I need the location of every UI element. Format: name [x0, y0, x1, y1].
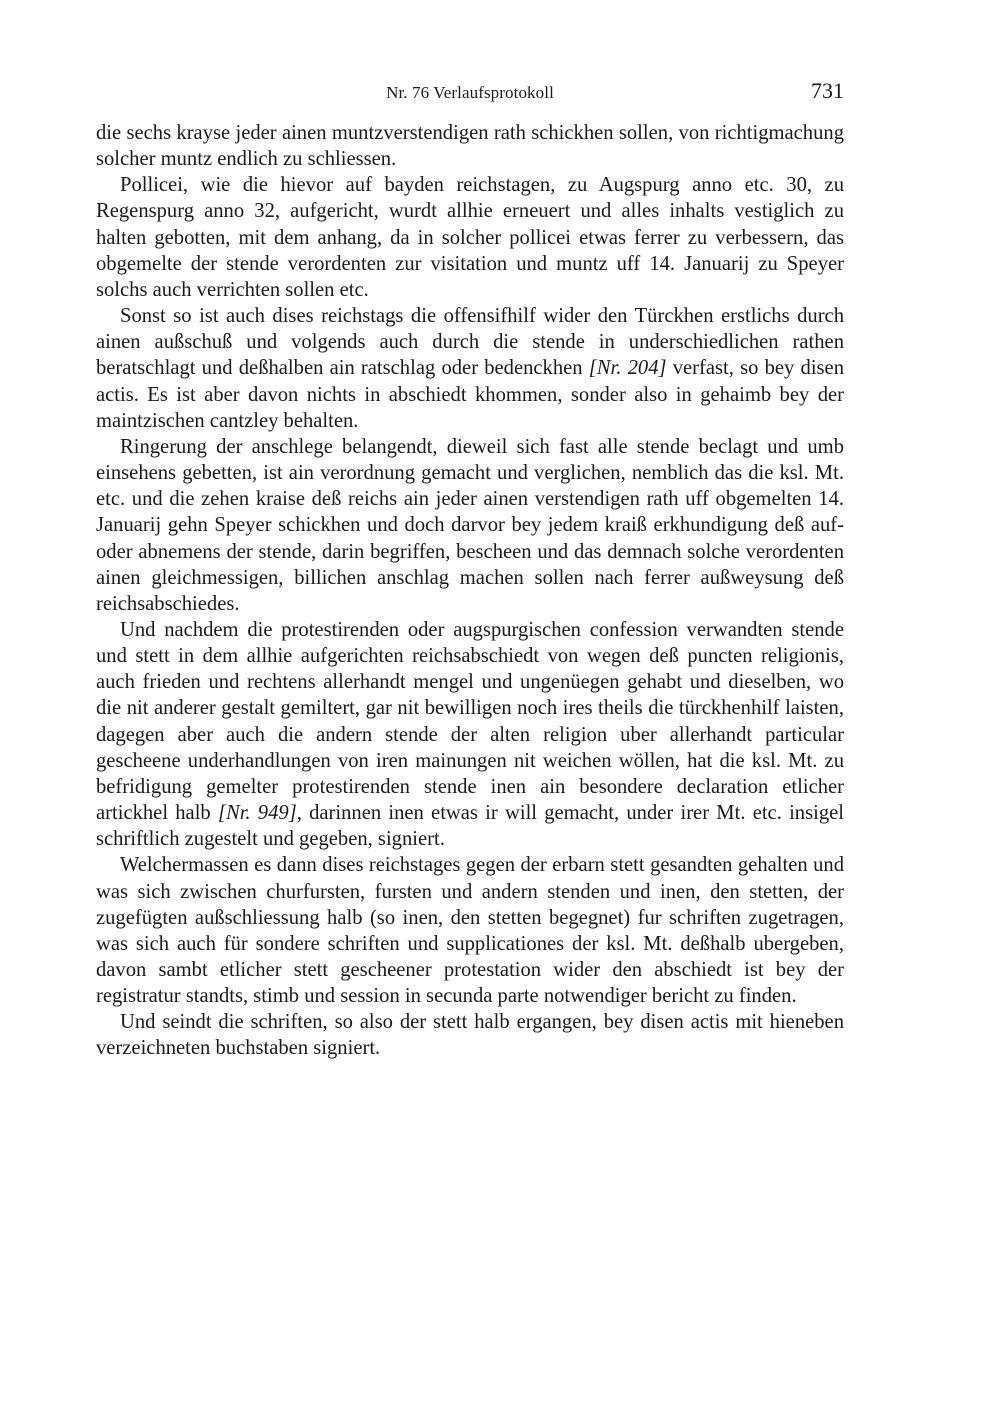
- paragraph-schriften: Und seindt die schriften, so also der stett halb ergangen, bey disen actis mit hieneben verzeichneten buchstaben signiert.: [96, 1011, 844, 1060]
- document-reference: [Nr. 949]: [217, 802, 297, 825]
- paragraph-offensifhilf: [96, 303, 844, 434]
- paragraph-text: Und nachdem die protestirenden oder augspurgischen confession verwandten stende und stett in dem allhie aufgerichten reichsabschiedt von wegen deß puncten religionis, auch frieden und rechtens allerhandt mengel und ungenüegen gehabt und dieselben, wo die nit anderer gestalt gemiltert, gar nit bewilligen noch ires theils die türckhenhilf laisten, dagegen aber auch die andern stende der alten religion uber allerhandt particular gescheene underhandlungen von iren mainungen nit weichen wöllen, hat die ksl. Mt. zu befridigung gemelter protestirenden stende inen ain besondere declaration etlicher artickhel halb: [96, 618, 844, 825]
- page-number: 731: [811, 78, 844, 103]
- paragraph-continuation: die sechs krayse jeder ainen muntzverstendigen rath schickhen sollen, von richtigmachung solcher muntz endlich zu schliessen.: [96, 122, 844, 171]
- paragraph-pollicei: Pollicei, wie die hievor auf bayden reichstagen, zu Augspurg anno etc. 30, zu Regenspurg anno 32, aufgericht, wurdt allhie erneuert und alles inhalts vestiglich zu halten gebotten, mit dem anhang, da in solcher pollicei etwas ferrer zu verbessern, das obgemelte der stende verordenten zur visitation und muntz uff 14. Januarij zu Speyer solchs auch verrichten sollen etc.: [96, 174, 844, 301]
- document-reference: [Nr. 204]: [588, 357, 667, 380]
- running-title: Nr. 76 Verlaufsprotokoll: [386, 83, 554, 102]
- paragraph-stett: Welchermassen es dann dises reichstages gegen der erbarn stett gesandten gehalten und was sich zwischen churfursten, fursten und andern stenden und inen, den stetten, der zugefügten außschliessung halb (so inen, den stetten begegnet) fur schriften zugetragen, was sich auch für sondere schriften und supplicationes der ksl. Mt. deßhalb ubergeben, davon sambt etlicher stett gescheener protestation wider den abschiedt ist bey der registratur standts, stimb und session in secunda parte notwendiger bericht zu finden.: [96, 854, 844, 1008]
- paragraph-text: Sonst so ist auch dises reichstags die offensifhilf wider den Türckhen erstlichs durch ainen außschuß und volgends auch durch die stende in underschiedlichen rathen beratschlagt und deßhalben ain ratschlag oder bedenckhen: [96, 305, 844, 380]
- main-text: [96, 120, 844, 1062]
- paragraph-ringerung: Ringerung der anschlege belangendt, dieweil sich fast alle stende beclagt und umb einsehens gebetten, ist ain verordnung gemacht und verglichen, nemblich das die ksl. Mt. etc. und die zehen kraise deß reichs ain jeder ainen verstendigen rath uff obgemelten 14. Januarij gehn Speyer schickhen und doch darvor bey jedem kraiß erkhundigung deß auf- oder abnemens der stende, darin begriffen, bescheen und das demnach solche verordenten ainen gleichmessigen, billichen anschlag machen sollen nach ferrer außweysung deß reichsabschiedes.: [96, 435, 844, 615]
- paragraph-text: verfast, so bey disen actis. Es ist aber davon nichts in abschiedt khommen, sonder also in gehaimb bey der maintzischen cantzley behalten.: [96, 357, 844, 432]
- running-header: [96, 78, 844, 108]
- paragraph-text: , darinnen inen etwas ir will gemacht, under irer Mt. etc. insigel schriftlich zugestelt und gegeben, signiert.: [96, 802, 844, 851]
- paragraph-protestirenden: [96, 617, 844, 852]
